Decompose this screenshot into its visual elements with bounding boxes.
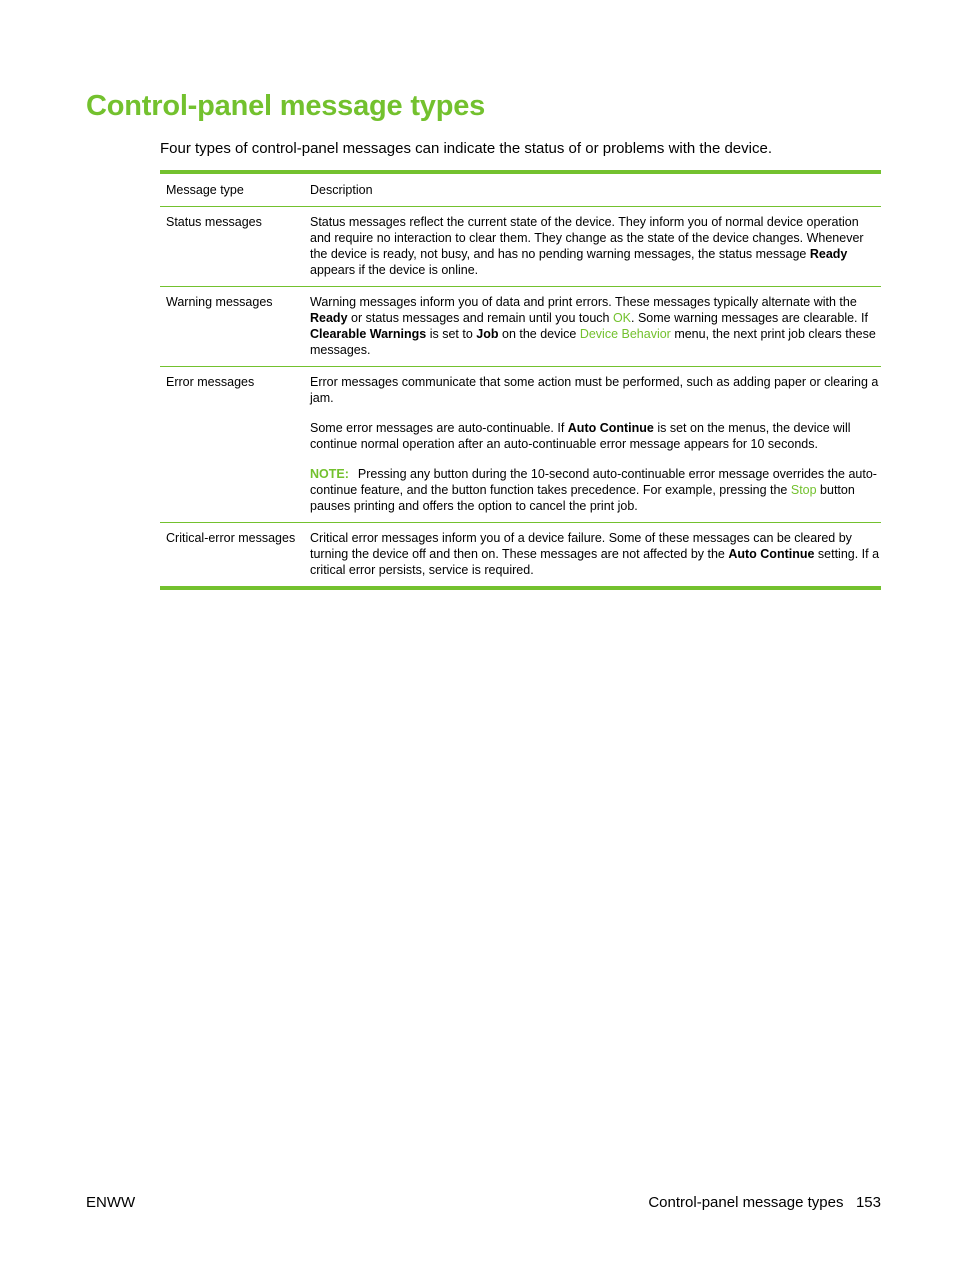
bold-term: Job xyxy=(476,327,499,341)
text-span: on the device xyxy=(498,327,580,341)
bold-term: Ready xyxy=(809,247,848,261)
stop-link[interactable]: Stop xyxy=(790,483,817,497)
table-header-row xyxy=(160,174,881,207)
text-span: Critical error messages inform you of a device failure. Some of these messages can be cleared by turning the device off and then on. These messages are not affected by the xyxy=(310,531,852,561)
bold-term: Auto Continue xyxy=(567,421,654,435)
message-type-cell: Status messages xyxy=(166,215,262,229)
description-text xyxy=(310,294,881,358)
footer-section-title: Control-panel message types xyxy=(648,1194,844,1211)
message-type-cell: Critical-error messages xyxy=(166,531,296,545)
message-type-cell: Warning messages xyxy=(166,295,273,309)
text-span: or status messages and remain until you touch xyxy=(347,311,613,325)
message-type-cell: Error messages xyxy=(166,375,255,389)
intro-paragraph: Four types of control-panel messages can indicate the status of or problems with the device. xyxy=(160,140,772,157)
text-span: Warning messages inform you of data and print errors. These messages typically alternate with the xyxy=(310,295,857,309)
text-span: menu, the next print job clears these messages. xyxy=(310,327,876,357)
text-span: appears if the device is online. xyxy=(310,263,479,277)
text-span: . Some warning messages are clearable. If xyxy=(631,311,868,325)
description-text xyxy=(310,530,881,578)
footer-left: ENWW xyxy=(86,1194,136,1211)
text-span: setting. If a critical error persists, service is required. xyxy=(310,547,880,577)
ok-link[interactable]: OK xyxy=(612,311,632,325)
description-cell xyxy=(305,374,881,514)
column-header-message-type: Message type xyxy=(166,183,244,197)
column-header-description: Description xyxy=(310,183,373,197)
description-cell xyxy=(305,214,881,278)
description-text: Error messages communicate that some action must be performed, such as adding paper or clearing a jam. xyxy=(310,375,879,405)
page-title: Control-panel message types xyxy=(86,90,486,122)
note-label: NOTE: xyxy=(310,467,349,481)
description-text xyxy=(310,420,881,452)
text-span: is set to xyxy=(426,327,477,341)
description-cell xyxy=(305,294,881,358)
text-span: button pauses printing and offers the option to cancel the print job. xyxy=(310,483,855,513)
message-types-table xyxy=(160,170,881,590)
description-cell xyxy=(305,530,881,578)
page-number: 153 xyxy=(855,1194,881,1211)
text-span: Status messages reflect the current state of the device. They inform you of normal device operation and require no interaction to clear them. They change as the state of the device changes. Whenever the device is ready, not busy, and has no pending warning messages, the status message xyxy=(310,215,864,261)
table-row xyxy=(160,523,881,586)
footer-right xyxy=(648,1193,881,1212)
bold-term: Auto Continue xyxy=(728,547,815,561)
bold-term: Ready xyxy=(310,311,348,325)
table-row xyxy=(160,287,881,367)
table-row xyxy=(160,367,881,523)
description-text xyxy=(310,214,881,278)
text-span: Some error messages are auto-continuable. If xyxy=(310,421,568,435)
text-span: is set on the menus, the device will continue normal operation after an auto-continuable error message appears for 10 seconds. xyxy=(310,421,851,451)
device-behavior-link[interactable]: Device Behavior xyxy=(579,327,671,341)
table-row xyxy=(160,207,881,287)
note-paragraph xyxy=(310,466,881,514)
bold-term: Clearable Warnings xyxy=(310,327,427,341)
text-span: Pressing any button during the 10-second auto-continuable error message overrides the auto-continue feature, and the button function takes precedence. For example, pressing the xyxy=(310,467,877,497)
